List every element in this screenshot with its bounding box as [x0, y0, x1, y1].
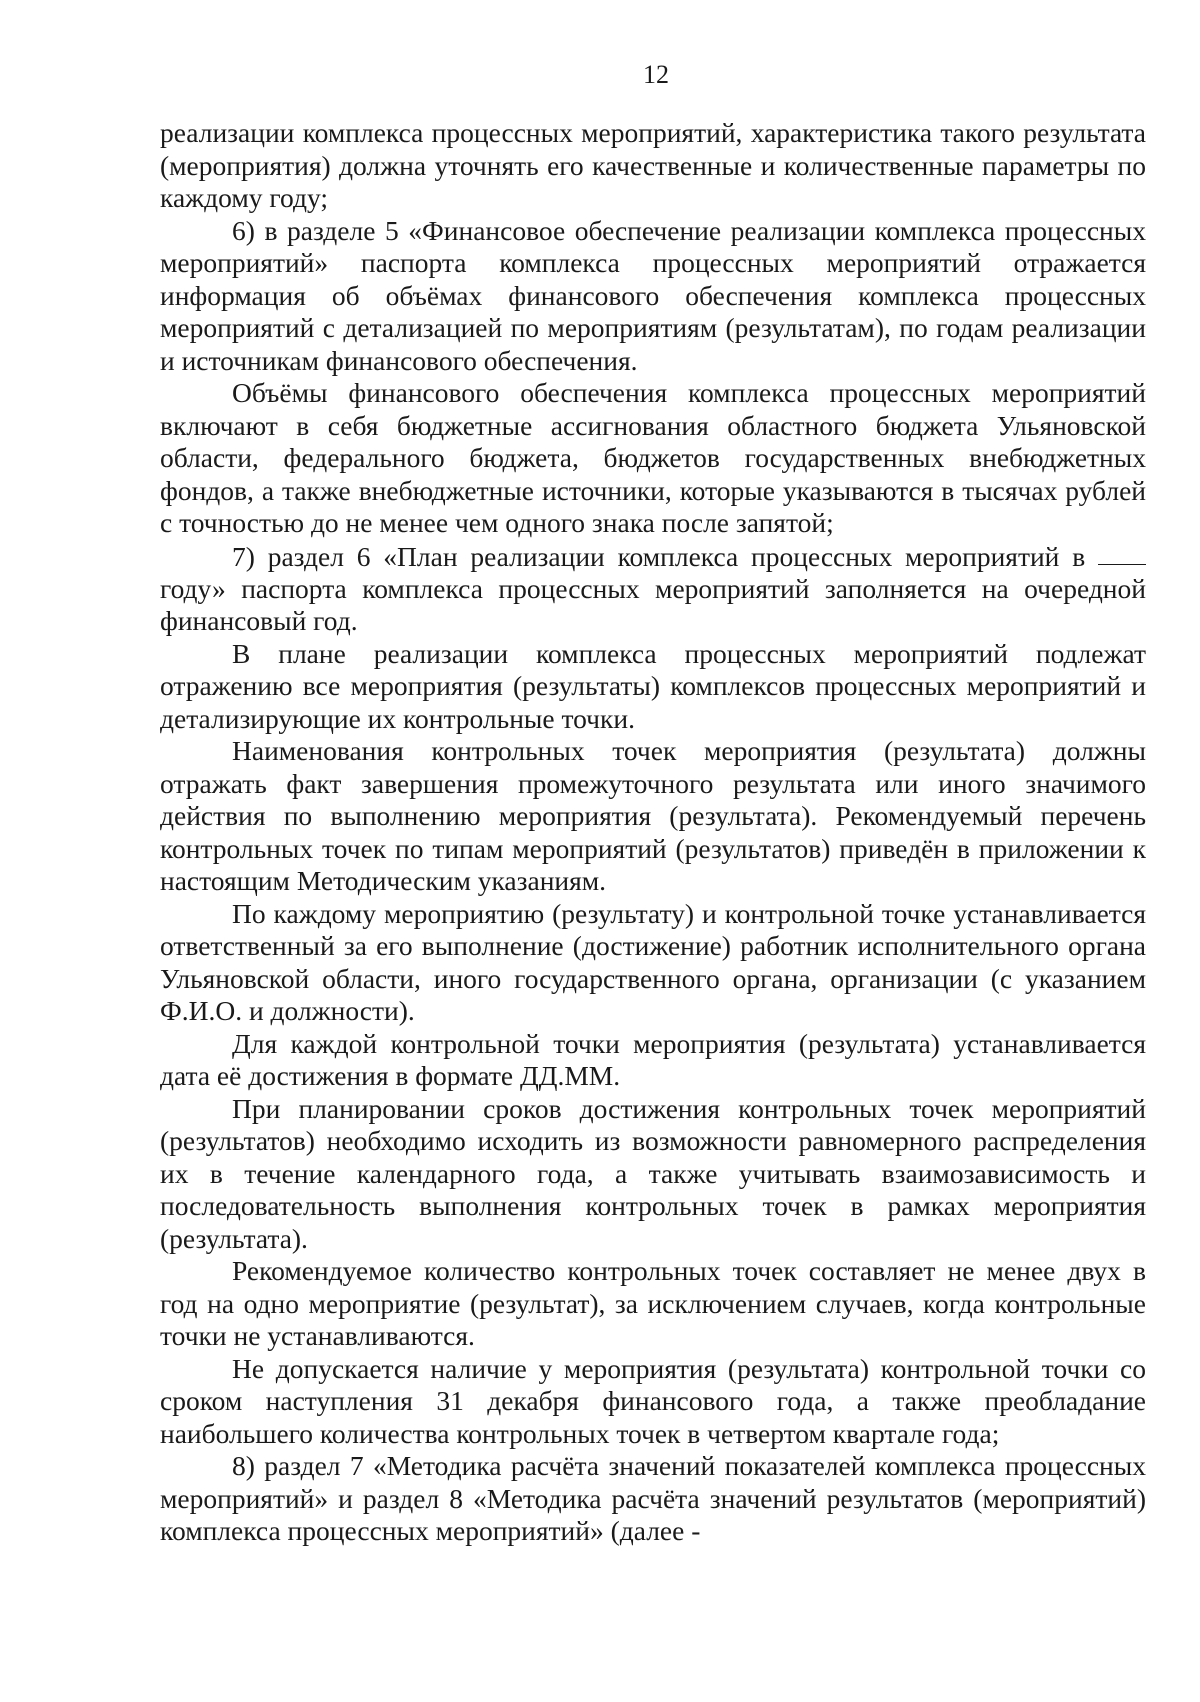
paragraph-2: 6) в разделе 5 «Финансовое обеспечение реализации комплекса процессных мероприятий» паспорта комплекса процессных мероприятий отражается информация об объёмах финансового обеспечения комплекса процессных мероприятий с детализацией по мероприятиям (результатам), по годам реализации и источникам финансового обеспечения. — [160, 214, 1146, 376]
paragraph-11: Не допускается наличие у мероприятия (результата) контрольной точки со сроком наступления 31 декабря финансового года, а также преобладание наибольшего количества контрольных точек в четвертом квартале года; — [160, 1352, 1146, 1449]
paragraph-10: Рекомендуемое количество контрольных точек составляет не менее двух в год на одно мероприятие (результат), за исключением случаев, когда контрольные точки не устанавливаются. — [160, 1255, 1146, 1352]
paragraph-5: В плане реализации комплекса процессных мероприятий подлежат отражению все мероприятия (результаты) комплексов процессных мероприятий и детализирующие их контрольные точки. — [160, 637, 1146, 734]
page-number: 12 — [643, 60, 669, 89]
paragraph-4-part-1: 7) раздел 6 «План реализации комплекса процессных мероприятий в — [232, 540, 1086, 572]
paragraph-1: реализации комплекса процессных мероприятий, характеристика такого результата (мероприятия) должна уточнять его качественные и количественные параметры по каждому году; — [160, 117, 1146, 213]
paragraph-4 — [160, 540, 1146, 638]
paragraph-6: Наименования контрольных точек мероприятия (результата) должны отражать факт завершения промежуточного результата или иного значимого действия по выполнению мероприятия (результата). Рекомендуемый перечень контрольных точек по типам мероприятий (результатов) приведён в приложении к настоящим Методическим указаниям. — [160, 735, 1146, 897]
paragraph-9: При планировании сроков достижения контрольных точек мероприятий (результатов) необходимо исходить из возможности равномерного распределения их в течение календарного года, а также учитывать взаимозависимость и последовательность выполнения контрольных точек в рамках мероприятия (результата). — [160, 1092, 1146, 1254]
paragraph-4-part-2: году» паспорта комплекса процессных мероприятий заполняется на очередной финансовый год. — [160, 572, 1146, 637]
blank-year-field — [1098, 540, 1146, 566]
paragraph-8: Для каждой контрольной точки мероприятия (результата) устанавливается дата её достижения в формате ДД.ММ. — [160, 1027, 1146, 1092]
document-body — [160, 117, 1146, 1548]
paragraph-7: По каждому мероприятию (результату) и контрольной точке устанавливается ответственный за его выполнение (достижение) работник исполнительного органа Ульяновской области, иного государственного органа, организации (с указанием Ф.И.О. и должности). — [160, 897, 1146, 1027]
paragraph-12: 8) раздел 7 «Методика расчёта значений показателей комплекса процессных мероприятий» и раздел 8 «Методика расчёта значений результатов (мероприятий) комплекса процессных мероприятий» (далее - — [160, 1450, 1146, 1547]
paragraph-3: Объёмы финансового обеспечения комплекса процессных мероприятий включают в себя бюджетные ассигнования областного бюджета Ульяновской области, федерального бюджета, бюджетов государственных внебюджетных фондов, а также внебюджетные источники, которые указываются в тысячах рублей с точностью до не менее чем одного знака после запятой; — [160, 377, 1146, 538]
